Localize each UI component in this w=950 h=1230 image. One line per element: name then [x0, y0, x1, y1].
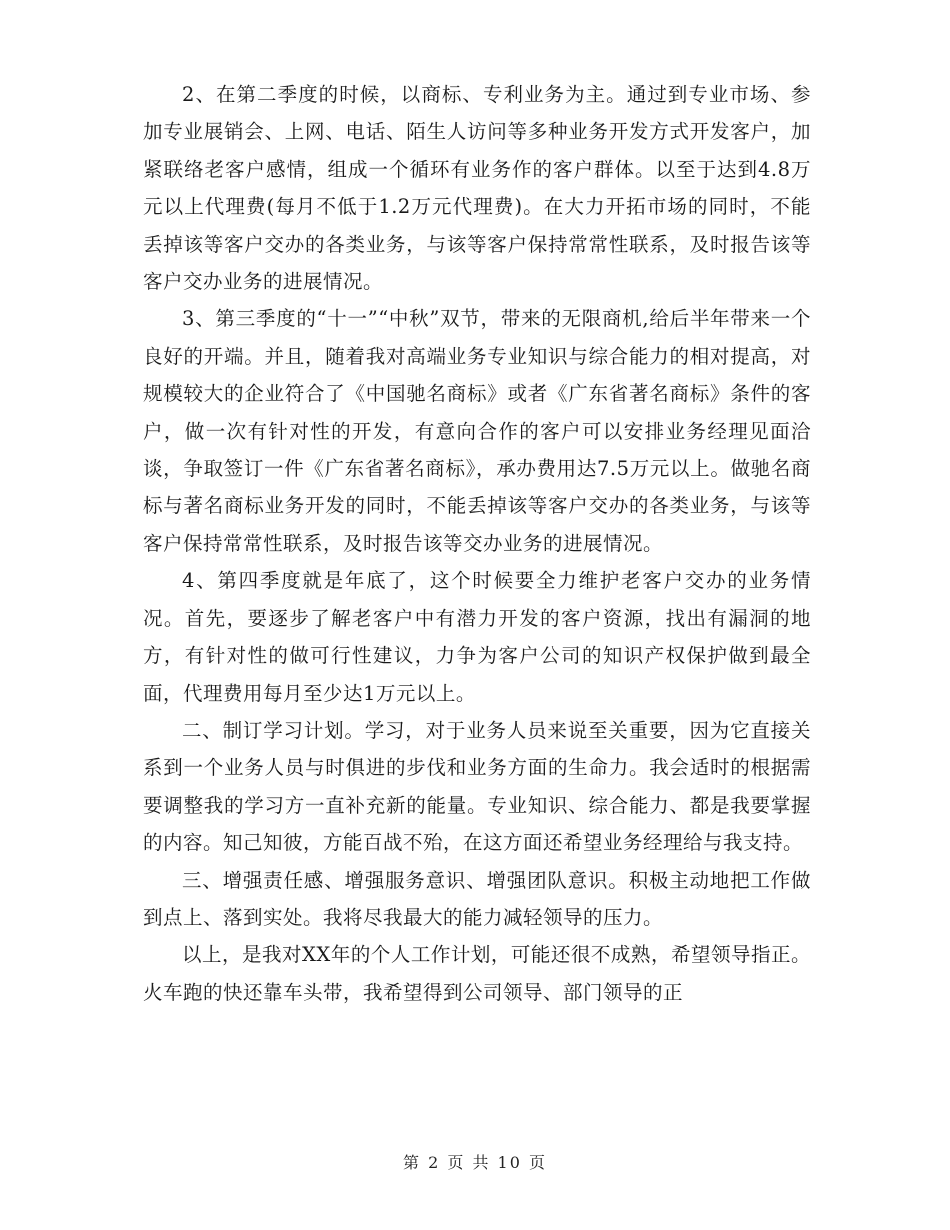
paragraph-q4-plan: 4、第四季度就是年底了，这个时候要全力维护老客户交办的业务情况。首先，要逐步了解老客户中有潜力开发的客户资源，找出有漏洞的地方，有针对性的做可行性建议，力争为客户公司的知识产权保护做到最全面，代理费用每月至少达1万元以上。: [143, 569, 811, 705]
paragraph-conclusion: 以上，是我对XX年的个人工作计划，可能还很不成熟，希望领导指正。火车跑的快还靠车头带，我希望得到公司领导、部门领导的正: [143, 943, 811, 1004]
paragraph-responsibility: 三、增强责任感、增强服务意识、增强团队意识。积极主动地把工作做到点上、落到实处。我将尽我最大的能力减轻领导的压力。: [143, 868, 811, 929]
paragraph-study-plan: 二、制订学习计划。学习，对于业务人员来说至关重要，因为它直接关系到一个业务人员与时俱进的步伐和业务方面的生命力。我会适时的根据需要调整我的学习方一直补充新的能量。专业知识、综合能力、都是我要掌握的内容。知己知彼，方能百战不殆，在这方面还希望业务经理给与我支持。: [143, 718, 811, 855]
document-body: [143, 76, 811, 1011]
paragraph-q3-plan: 3、第三季度的“十一”“中秋”双节，带来的无限商机,给后半年带来一个良好的开端。并且，随着我对高端业务专业知识与综合能力的相对提高，对规模较大的企业符合了《中国驰名商标》或者《广东省著名商标》条件的客户，做一次有针对性的开发，有意向合作的客户可以安排业务经理见面洽谈，争取签订一件《广东省著名商标》，承办费用达7.5万元以上。做驰名商标与著名商标业务开发的同时，不能丢掉该等客户交办的各类业务，与该等客户保持常常性联系，及时报告该等交办业务的进展情况。: [143, 307, 811, 555]
page-number-footer: 第 2 页 共 10 页: [403, 1153, 547, 1172]
paragraph-q2-plan: 2、在第二季度的时候，以商标、专利业务为主。通过到专业市场、参加专业展销会、上网、电话、陌生人访问等多种业务开发方式开发客户，加紧联络老客户感情，组成一个循环有业务作的客户群体。以至于达到4.8万元以上代理费(每月不低于1.2万元代理费)。在大力开拓市场的同时，不能丢掉该等客户交办的各类业务，与该等客户保持常常性联系，及时报告该等客户交办业务的进展情况。: [143, 83, 811, 294]
